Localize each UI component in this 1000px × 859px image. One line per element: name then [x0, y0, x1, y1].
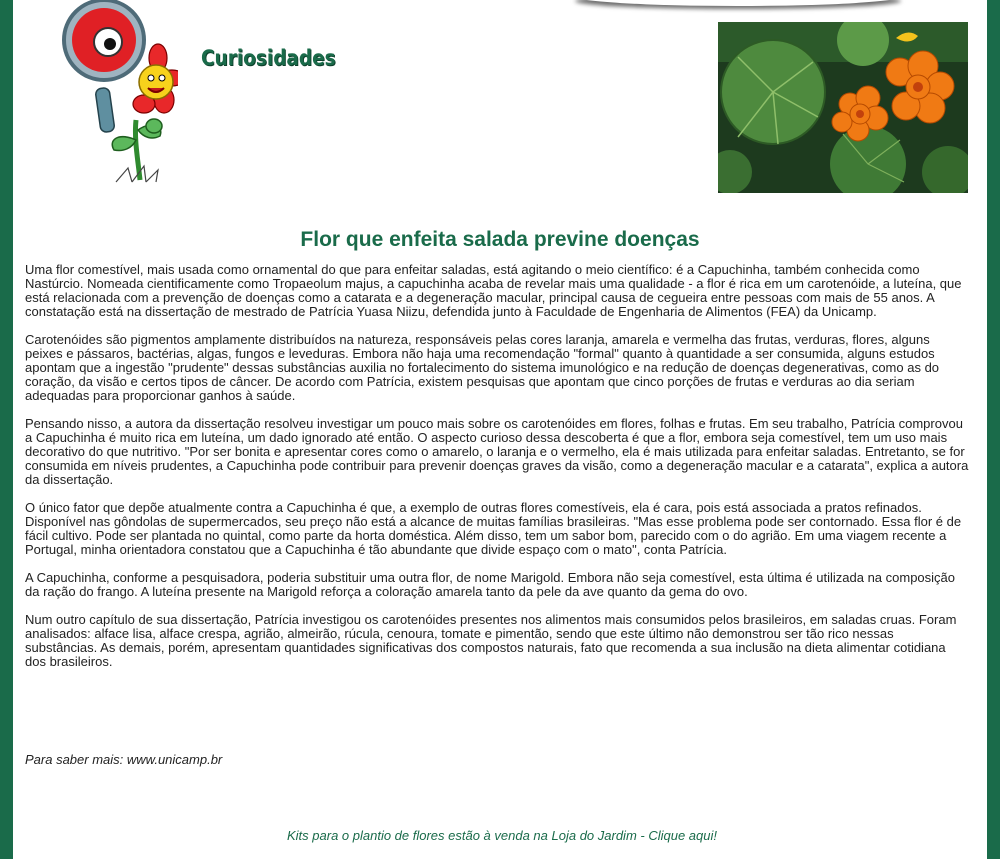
nasturtium-photo — [718, 22, 968, 193]
article-body — [25, 263, 969, 683]
page — [13, 0, 987, 859]
article-paragraph: A Capuchinha, conforme a pesquisadora, poderia substituir uma outra flor, de nome Marigold. Embora não seja comestível, esta última é utilizada na composição da ração do frango. A luteína presente na Marigold reforça a coloração amarela tanto da pele da ave quanto da gema do ovo. — [25, 570, 956, 599]
article-paragraph: Uma flor comestível, mais usada como ornamental do que para enfeitar saladas, está agitando o meio científico: é a Capuchinha, também conhecida como Nastúrcio. Nomeada cientificamente como Tropaeolum majus, a capuchinha acaba de revelar mais uma qualidade - a flor é rica em um carotenóide, a luteína, que está relacionada com a prevenção de doenças como a catarata e a degeneração macular, principal causa de cegueira entre pessoas com mais de 55 anos. A constatação está na dissertação de mestrado de Patrícia Yuasa Niizu, defendida junto à Faculdade de Engenharia de Alimentos (FEA) da Unicamp. — [25, 262, 962, 319]
article-headline: Flor que enfeita salada previne doenças — [300, 228, 700, 251]
magnifier-flower-mascot-icon — [48, 0, 178, 190]
top-decoration — [573, 0, 903, 6]
garden-store-kits-link[interactable]: Kits para o plantio de flores estão à venda na Loja do Jardim - Clique aqui! — [287, 828, 717, 843]
unicamp-link[interactable]: www.unicamp.br — [126, 752, 223, 767]
article-paragraph: Pensando nisso, a autora da dissertação resolveu investigar um pouco mais sobre os carotenóides em flores, folhas e frutas. Em seu trabalho, Patrícia comprovou a Capuchinha é muito rica em luteína, um dado ignorado até então. O aspecto curioso dessa descoberta é que a flor, embora seja comestível, tem um uso mais decorativo do que nutritivo. "Por ser bonita e apresentar cores como o amarelo, o laranja e o vermelho, ela é mais utilizada para enfeitar saladas. Entretanto, se for consumida em níveis prudentes, a Capuchinha pode contribuir para prevenir doenças graves da visão, como a degeneração macular e a catarata", explica a autora da dissertação. — [25, 416, 969, 487]
article-paragraph: Num outro capítulo de sua dissertação, Patrícia investigou os carotenóides presentes nos alimentos mais consumidos pelos brasileiros, em saladas cruas. Foram analisados: alface lisa, alface crespa, agrião, almeirão, rúcula, cenoura, tomate e pimentão, sendo que este último não demonstrou ser tão rico nessas substâncias. As demais, porém, apresentam quantidades significativas dos compostos naturais, fato que recomenda a sua inclusão na dieta alimentar cotidiana dos brasileiros. — [25, 612, 957, 669]
article-paragraph: Carotenóides são pigmentos amplamente distribuídos na natureza, responsáveis pelas cores laranja, amarela e vermelha das frutas, verduras, flores, alguns peixes e pássaros, bactérias, algas, fungos e leveduras. Embora não haja uma recomendação "formal" quanto à quantidade a ser consumida, alguns estudos apontam que a ingestão "prudente" dessas substâncias auxilia no fortalecimento do sistema imunológico e na redução de doenças degenerativas, como as do coração, da visão e certos tipos de câncer. De acordo com Patrícia, existem pesquisas que apontam que cinco porções de frutas e verduras ao dia seriam adequadas para proporcionar ganhos à saúde. — [25, 332, 940, 403]
more-info — [25, 752, 222, 767]
section-title: Curiosidades — [201, 46, 336, 70]
article-paragraph: O único fator que depõe atualmente contra a Capuchinha é que, a exemplo de outras flores comestíveis, ela é cara, pois está associada a pratos refinados. Disponível nas gôndolas de supermercados, seu preço não está a alcance de muitas famílias brasileiras. "Mas esse problema pode ser contornado. Essa flor é de fácil cultivo. Pode ser plantada no quintal, como parte da horta doméstica. Além disso, tem um sabor bom, parecido com o do agrião. Em uma viagem recente a Portugal, minha orientadora constatou que a Capuchinha é tão abundante que divide espaço com o mato", conta Patrícia. — [25, 500, 962, 557]
more-info-label: Para saber mais: — [25, 752, 124, 767]
